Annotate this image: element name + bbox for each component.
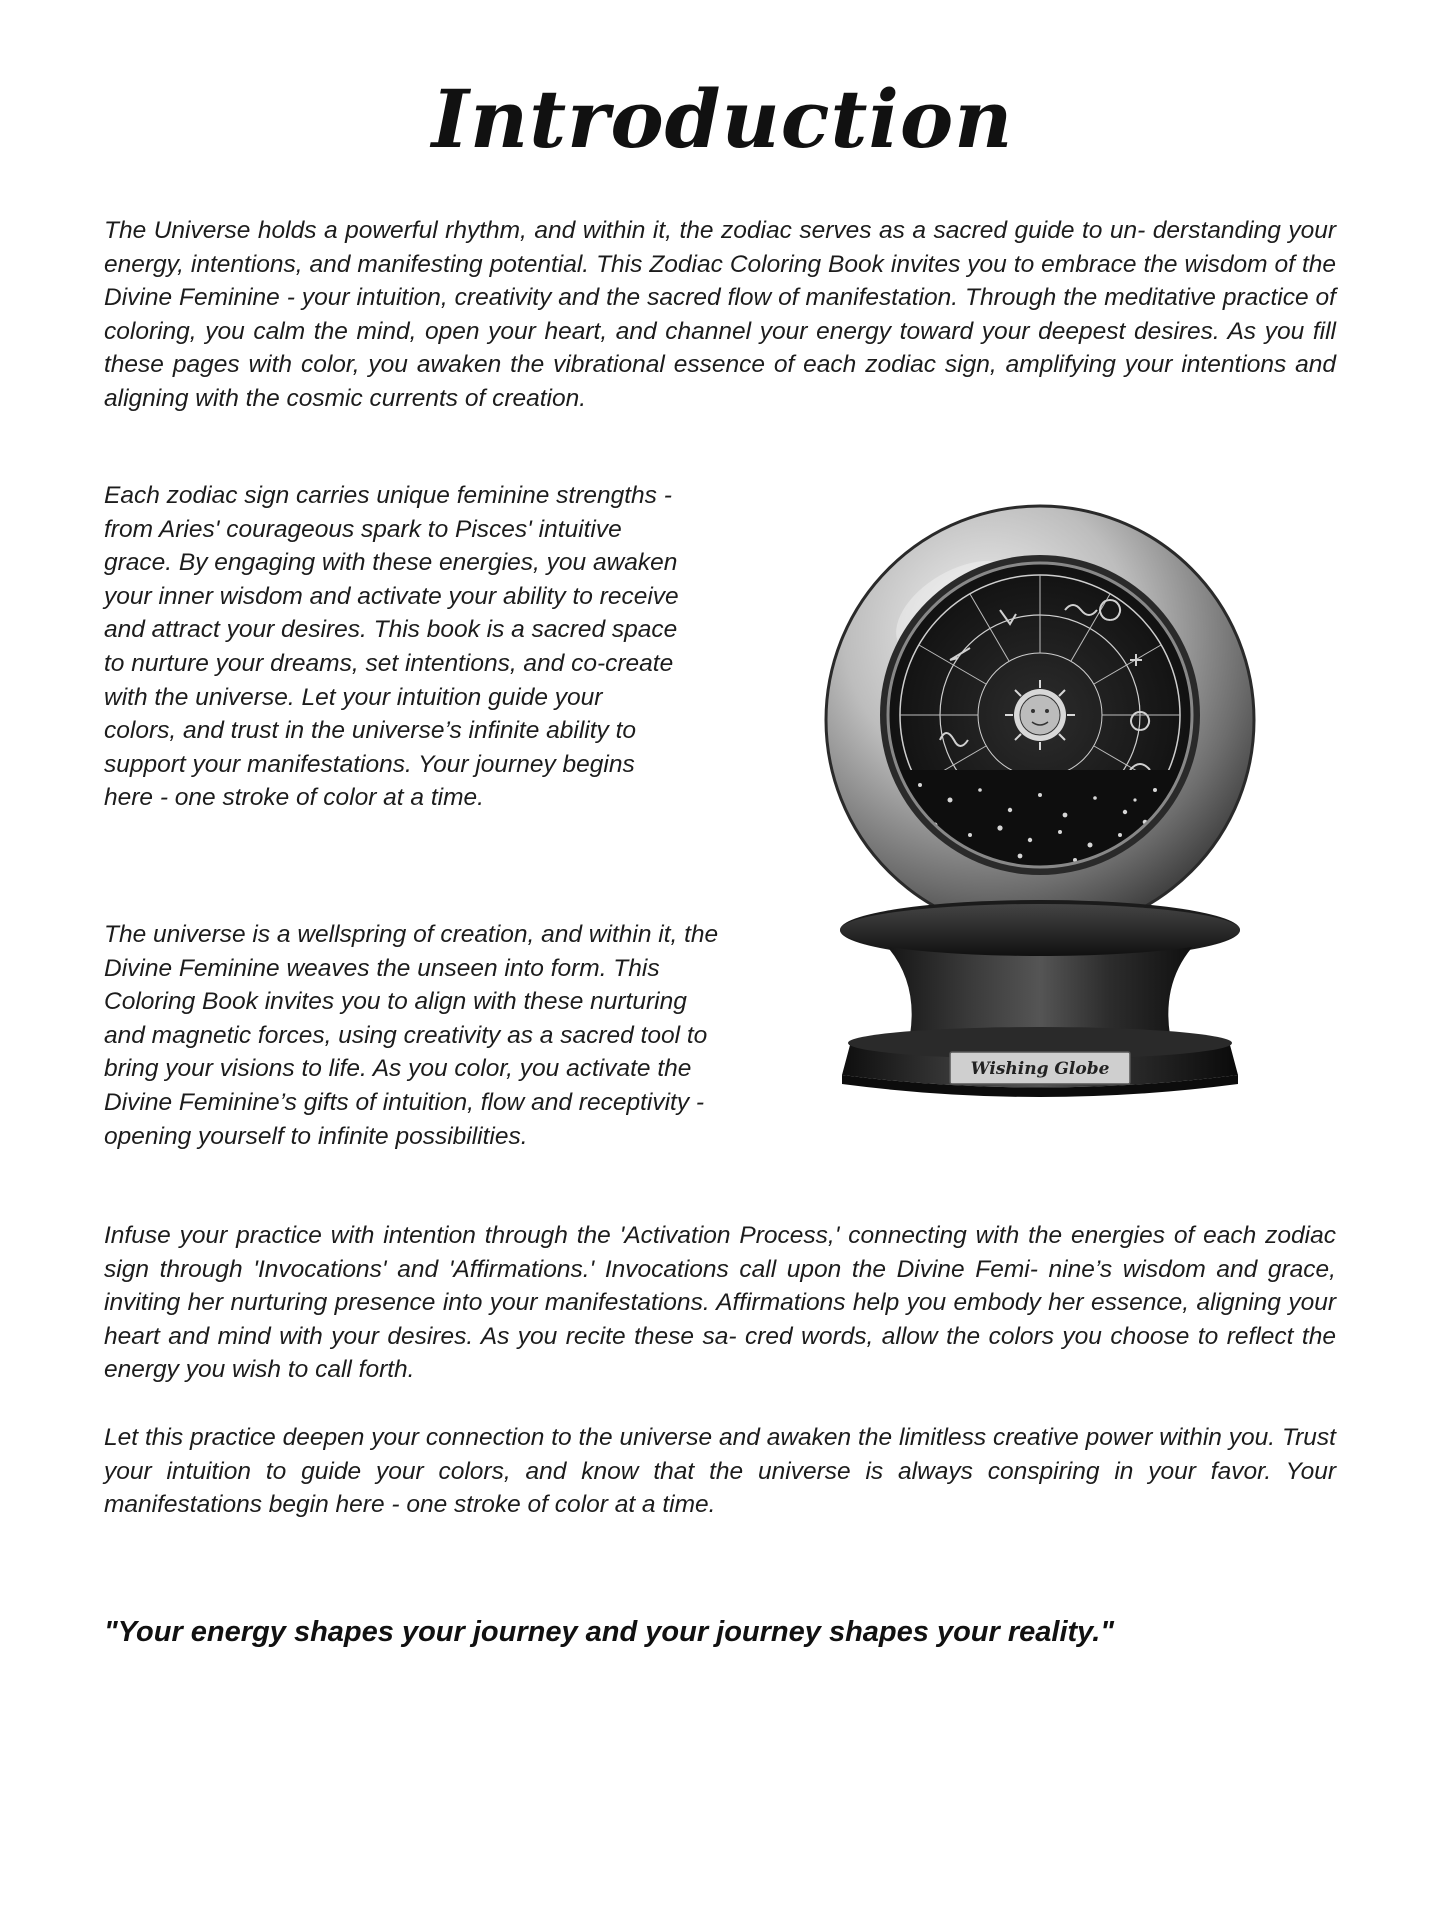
page-title: Introduction: [431, 72, 1014, 166]
intro-paragraph-5: Let this practice deepen your connection to the universe and awaken the limitless creative power within you. Trust your intuition to guide your colors, and know that the universe is always conspiring in your favor. Your manifestations begin here - one stroke of color at a time.: [104, 1424, 1336, 1519]
wishing-globe-illustration: [810, 500, 1270, 1110]
intro-paragraph-1: The Universe holds a powerful rhythm, and within it, the zodiac serves as a sacred guide to un- derstanding your energy, intentions, and manifesting potential. This Zodiac Coloring Book invites you to embrace the wisdom of the Divine Feminine - your intuition, creativity and the sacred flow of manifestation. Through the meditative practice of coloring, you calm the mind, open your heart, and channel your energy toward your deepest desires. As you fill these pages with color, you awaken the vibrational essence of each zodiac sign, amplifying your intentions and aligning with the cosmic currents of creation.: [104, 217, 1336, 412]
closing-quote: "Your energy shapes your journey and your journey shapes your reality.": [104, 1616, 1115, 1648]
intro-paragraph-4: Infuse your practice with intention through the 'Activation Process,' connecting with the energies of each zodiac sign through 'Invocations' and 'Affirmations.' Invocations call upon the Divine Femi- nine’s wisdom and grace, inviting her nurturing presence into your manifestations. Affirmations help you embody her essence, aligning your heart and mind with your desires. As you recite these sa- cred words, allow the colors you choose to reflect the energy you wish to call forth.: [104, 1222, 1336, 1384]
intro-paragraph-2: Each zodiac sign carries unique feminine strengths - from Aries' courageous spark to Pisces' intuitive grace. By engaging with these energies, you awaken your inner wisdom and activate your ability to receive and attract your desires. This book is a sacred space to nurture your dreams, set intentions, and co-create with the universe. Let your intuition guide your colors, and trust in the universe’s infinite ability to support your manifestations. Your journey begins here - one stroke of color at a time.: [104, 482, 679, 812]
wishing-globe-label: Wishing Globe: [970, 1059, 1110, 1079]
intro-paragraph-3: The universe is a wellspring of creation, and within it, the Divine Feminine weaves the unseen into form. This Coloring Book invites you to align with these nurturing and magnetic forces, using creativity as a sacred tool to bring your visions to life. As you color, you activate the Divine Feminine’s gifts of intuition, flow and receptivity - opening yourself to infinite possibilities.: [104, 921, 719, 1150]
